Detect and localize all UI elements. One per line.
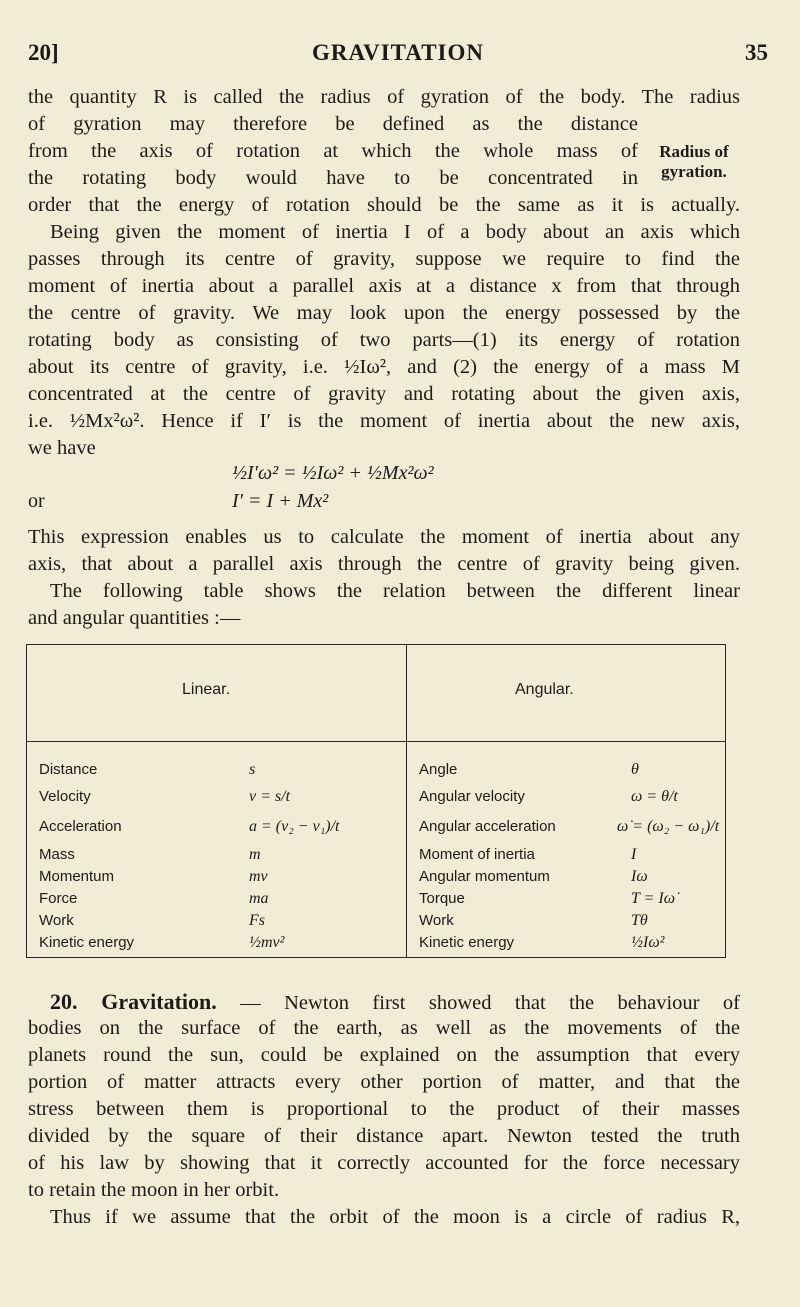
page-number: 35 [745, 40, 768, 65]
angular-symbol: ω = θ/t [631, 788, 678, 805]
linear-quantity: Momentum [39, 868, 115, 885]
linear-quantity: Acceleration [39, 818, 122, 835]
linear-quantity: Mass [39, 846, 75, 863]
table-header-linear: Linear. [182, 681, 231, 698]
text-line: rotating body as consisting of two parts—(1) its energy of rotation [28, 329, 740, 351]
text-line: the centre of gravity. We may look upon the energy possessed by the [28, 302, 740, 324]
text-line: from the axis of rotation at which the whole mass of [28, 140, 638, 162]
text-line: of his law by showing that it correctly accounted for the force necessary [28, 1152, 740, 1174]
text-line: planets round the sun, could be explained on the assumption that every [28, 1044, 740, 1066]
table-row [27, 912, 725, 934]
angular-symbol: ω̇ = (ω₂ − ω₁)/t [617, 818, 720, 835]
text-line: the quantity R is called the radius of gyration of the body. The radius [28, 86, 740, 108]
text-line: moment of inertia about a parallel axis at a distance x from that through [28, 275, 740, 297]
angular-symbol: θ [631, 761, 639, 778]
linear-symbol: ½mv² [249, 934, 285, 951]
table-row [27, 934, 725, 956]
equation-or-label: or [28, 490, 45, 512]
table-header-divider [27, 741, 725, 742]
linear-quantity: Kinetic energy [39, 934, 135, 951]
text-line: Being given the moment of inertia I of a body about an axis which [50, 221, 740, 243]
linear-symbol: a = (v₂ − v₁)/t [249, 818, 340, 835]
table-header-angular: Angular. [515, 681, 574, 698]
angular-symbol: Iω [631, 868, 648, 885]
linear-quantity: Work [39, 912, 74, 929]
text-line: of gyration may therefore be defined as the distance [28, 113, 638, 135]
section-number: 20] [28, 40, 59, 65]
text-line: about its centre of gravity, i.e. ½Iω², and (2) the energy of a mass M [28, 356, 740, 378]
angular-quantity: Work [419, 912, 454, 929]
text-line: The following table shows the relation between the different linear [50, 580, 740, 602]
angular-symbol: T = Iω̇ [631, 890, 676, 907]
table-row [27, 761, 725, 783]
text-line: portion of matter attracts every other portion of matter, and that the [28, 1071, 740, 1093]
text-line: the rotating body would have to be concentrated in [28, 167, 638, 189]
text-line: concentrated at the centre of gravity and rotating about the given axis, [28, 383, 740, 405]
table-row [27, 788, 725, 810]
text-line: divided by the square of their distance apart. Newton tested the truth [28, 1125, 740, 1147]
text-line [28, 988, 740, 1015]
angular-symbol: ½Iω² [631, 934, 665, 951]
text-line: order that the energy of rotation should be the same as it is actually. [28, 194, 740, 216]
table-row [27, 818, 725, 840]
angular-quantity: Torque [419, 890, 465, 907]
linear-quantity: Velocity [39, 788, 91, 805]
angular-quantity: Angular acceleration [419, 818, 556, 835]
linear-symbol: ma [249, 890, 269, 907]
margin-note: Radius of gyration. [659, 142, 729, 181]
text-line: we have [28, 437, 96, 459]
paragraph-block-b [28, 524, 740, 632]
equation-parallel-axis: I′ = I + Mx² [232, 490, 329, 512]
linear-quantity: Force [39, 890, 78, 907]
section-heading: 20. Gravitation. [50, 989, 217, 1014]
table-row [27, 890, 725, 912]
table-row [27, 846, 725, 868]
angular-quantity: Moment of inertia [419, 846, 535, 863]
angular-symbol: I [631, 846, 637, 863]
section-heading-continuation: — Newton first showed that the behaviour of [240, 992, 740, 1014]
angular-quantity: Kinetic energy [419, 934, 515, 951]
linear-symbol: v = s/t [249, 788, 291, 805]
linear-symbol: mv [249, 868, 268, 885]
angular-quantity: Angular momentum [419, 868, 550, 885]
linear-symbol: m [249, 846, 261, 863]
angular-symbol: Tθ [631, 912, 648, 929]
linear-symbol: s [249, 761, 256, 778]
linear-symbol: Fs [249, 912, 265, 929]
text-line: This expression enables us to calculate the moment of inertia about any [28, 526, 740, 548]
text-line: i.e. ½Mx²ω². Hence if I′ is the moment of inertia about the new axis, [28, 410, 740, 432]
text-line: to retain the moon in her orbit. [28, 1179, 280, 1201]
paragraph-block-a [28, 84, 740, 462]
running-header [28, 40, 768, 74]
text-line: bodies on the surface of the earth, as well as the movements of the [28, 1017, 740, 1039]
text-line: axis, that about a parallel axis through the centre of gravity being given. [28, 553, 740, 575]
text-line: Thus if we assume that the orbit of the moon is a circle of radius R, [50, 1206, 740, 1228]
text-line: stress between them is proportional to the product of their masses [28, 1098, 740, 1120]
text-line: passes through its centre of gravity, suppose we require to find the [28, 248, 740, 270]
angular-quantity: Angular velocity [419, 788, 525, 805]
quantities-table [26, 644, 726, 958]
running-title: GRAVITATION [311, 40, 485, 65]
table-row [27, 868, 725, 890]
section-20-block [28, 988, 740, 1231]
equation-energy: ½I′ω² = ½Iω² + ½Mx²ω² [232, 462, 434, 484]
angular-quantity: Angle [419, 761, 458, 778]
text-line: and angular quantities :— [28, 607, 241, 629]
linear-quantity: Distance [39, 761, 98, 778]
